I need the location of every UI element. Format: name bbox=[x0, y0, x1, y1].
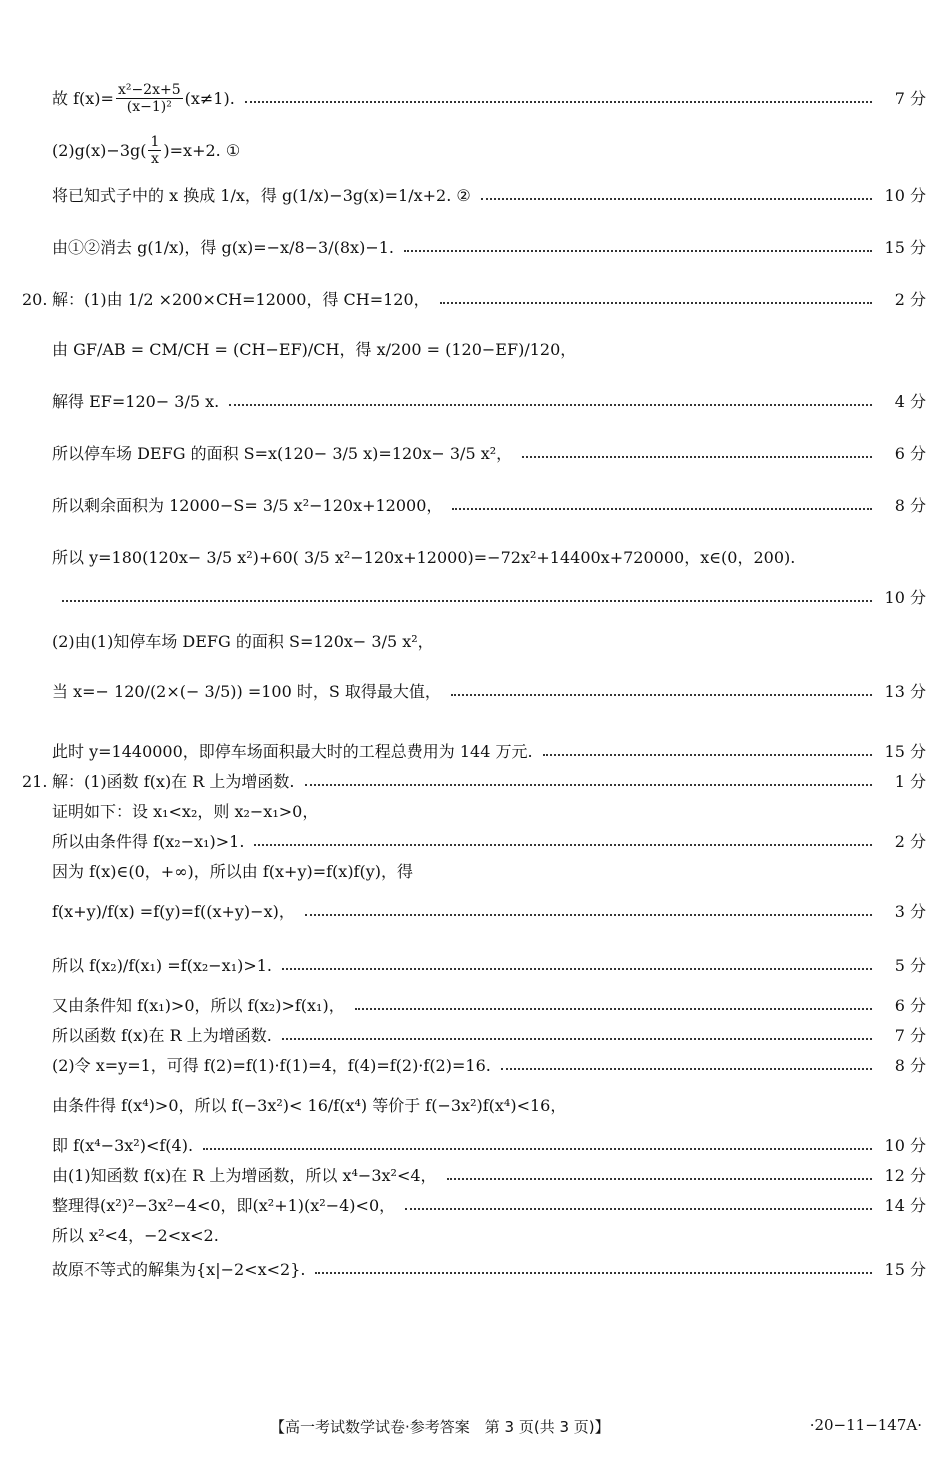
score-label: 3 分 bbox=[894, 902, 926, 921]
dot-leader bbox=[501, 1068, 872, 1070]
line-text: (2)由(1)知停车场 DEFG 的面积 S=120x− 3/5 x²， bbox=[52, 632, 434, 651]
line-text: 因为 f(x)∈(0，+∞)，所以由 f(x+y)=f(x)f(y)，得 bbox=[52, 862, 414, 881]
solution-line bbox=[52, 1096, 926, 1116]
solution-line bbox=[52, 340, 926, 360]
solution-line bbox=[52, 862, 926, 882]
line-text: (2)令 x=y=1，可得 f(2)=f(1)·f(1)=4，f(4)=f(2)·f(2)=16. bbox=[52, 1056, 491, 1075]
dot-leader bbox=[62, 600, 872, 602]
solution-line bbox=[22, 772, 926, 792]
solution-line bbox=[52, 682, 926, 702]
dot-leader bbox=[451, 694, 872, 696]
solution-line bbox=[52, 496, 926, 516]
line-text: 由(1)知函数 f(x)在 R 上为增函数，所以 x⁴−3x²<4， bbox=[52, 1166, 437, 1185]
fraction: $\frac{1}{x}$ bbox=[150, 134, 160, 167]
line-text: 由①②消去 g(1/x)，得 g(x)=−x/8−3/(8x)−1. bbox=[52, 238, 394, 257]
line-text: 所以函数 f(x)在 R 上为增函数. bbox=[52, 1026, 272, 1045]
line-text: 解：(1)函数 f(x)在 R 上为增函数. bbox=[52, 772, 295, 791]
score-label: 10 分 bbox=[884, 588, 926, 607]
score-label: 8 分 bbox=[894, 496, 926, 515]
line-text: 所以 f(x₂)/f(x₁) =f(x₂−x₁)>1. bbox=[52, 956, 273, 975]
line-text: 解得 EF=120− 3/5 x. bbox=[52, 392, 220, 411]
line-text: 又由条件知 f(x₁)>0，所以 f(x₂)>f(x₁)， bbox=[52, 996, 345, 1015]
solution-line bbox=[52, 238, 926, 258]
line-text: 将已知式子中的 x 换成 1/x，得 g(1/x)−3g(x)=1/x+2. ② bbox=[52, 186, 471, 205]
line-text: 所以 x²<4，−2<x<2. bbox=[52, 1226, 219, 1245]
fraction: $\frac{\text{x²−2x+5}}{\text{(x−1)²}}$ bbox=[117, 82, 181, 115]
score-label: 6 分 bbox=[894, 996, 926, 1015]
dot-leader bbox=[355, 1008, 872, 1010]
solution-line bbox=[52, 1260, 926, 1280]
solution-line bbox=[52, 1056, 926, 1076]
page-footer: 【高一考试数学试卷·参考答案 第 3 页(共 3 页)】 bbox=[270, 1418, 610, 1436]
solution-line bbox=[22, 290, 926, 310]
solution-line bbox=[52, 996, 926, 1016]
solution-line bbox=[52, 742, 926, 762]
dot-leader bbox=[440, 302, 872, 304]
solution-line bbox=[52, 902, 926, 922]
dot-leader bbox=[282, 968, 872, 970]
dot-leader bbox=[229, 404, 872, 406]
question-number: 20. bbox=[22, 290, 48, 309]
solution-line bbox=[52, 832, 926, 852]
solution-line bbox=[52, 548, 926, 568]
solution-line bbox=[52, 1136, 926, 1156]
line-text: 所以由条件得 f(x₂−x₁)>1. bbox=[52, 832, 245, 851]
score-label: 7 分 bbox=[894, 1026, 926, 1045]
line-text: 所以停车场 DEFG 的面积 S=x(120− 3/5 x)=120x− 3/5 x²， bbox=[52, 444, 513, 463]
dot-leader bbox=[452, 508, 872, 510]
dot-leader bbox=[254, 844, 872, 846]
line-text: 由条件得 f(x⁴)>0，所以 f(−3x²)< 16/f(x⁴) 等价于 f(−3x²)f(x⁴)<16， bbox=[52, 1096, 567, 1115]
dot-leader bbox=[305, 914, 872, 916]
dot-leader bbox=[543, 754, 872, 756]
line-text: 整理得(x²)²−3x²−4<0，即(x²+1)(x²−4)<0， bbox=[52, 1196, 396, 1215]
dot-leader bbox=[245, 101, 872, 103]
exam-code: ·20−11−147A· bbox=[809, 1416, 922, 1434]
solution-line bbox=[52, 82, 926, 115]
solution-line bbox=[52, 1166, 926, 1186]
line-text: 此时 y=1440000，即停车场面积最大时的工程总费用为 144 万元. bbox=[52, 742, 533, 761]
solution-line bbox=[52, 632, 926, 652]
dot-leader bbox=[481, 198, 872, 200]
score-label: 10 分 bbox=[884, 1136, 926, 1155]
score-label: 14 分 bbox=[884, 1196, 926, 1215]
solution-line bbox=[52, 588, 926, 608]
score-label: 2 分 bbox=[894, 832, 926, 851]
line-text: 解：(1)由 1/2 ×200×CH=12000，得 CH=120， bbox=[52, 290, 430, 309]
score-label: 13 分 bbox=[884, 682, 926, 701]
line-text: 故 f(x)= $\frac{\text{x²−2x+5}}{\text{(x−1)²}}$ (x≠1). bbox=[52, 82, 235, 115]
dot-leader bbox=[447, 1178, 872, 1180]
line-text: f(x+y)/f(x) =f(y)=f((x+y)−x)， bbox=[52, 902, 295, 921]
line-text: 由 GF/AB = CM/CH = (CH−EF)/CH，得 x/200 = (120−EF)/120， bbox=[52, 340, 577, 359]
dot-leader bbox=[522, 456, 872, 458]
line-text: 证明如下：设 x₁<x₂，则 x₂−x₁>0， bbox=[52, 802, 319, 821]
solution-line bbox=[52, 186, 926, 206]
score-label: 7 分 bbox=[894, 88, 926, 108]
score-label: 15 分 bbox=[884, 1260, 926, 1279]
solution-line bbox=[52, 802, 926, 822]
line-text: 故原不等式的解集为{x|−2<x<2}. bbox=[52, 1260, 306, 1279]
score-label: 1 分 bbox=[894, 772, 926, 791]
score-label: 5 分 bbox=[894, 956, 926, 975]
dot-leader bbox=[305, 784, 873, 786]
dot-leader bbox=[404, 250, 872, 252]
solution-line bbox=[52, 1026, 926, 1046]
line-text: 即 f(x⁴−3x²)<f(4). bbox=[52, 1136, 194, 1155]
question-number: 21. bbox=[22, 772, 48, 791]
solution-line bbox=[52, 956, 926, 976]
solution-line bbox=[52, 1196, 926, 1216]
solution-line bbox=[52, 1226, 926, 1246]
line-text: (2)g(x)−3g( $\frac{1}{x}$ )=x+2. ① bbox=[52, 134, 241, 167]
solution-line bbox=[52, 134, 926, 167]
score-label: 15 分 bbox=[884, 742, 926, 761]
dot-leader bbox=[405, 1208, 872, 1210]
score-label: 2 分 bbox=[894, 290, 926, 309]
dot-leader bbox=[203, 1148, 872, 1150]
score-label: 4 分 bbox=[894, 392, 926, 411]
score-label: 8 分 bbox=[894, 1056, 926, 1075]
solution-line bbox=[52, 444, 926, 464]
solution-line bbox=[52, 392, 926, 412]
score-label: 12 分 bbox=[884, 1166, 926, 1185]
line-text: 所以 y=180(120x− 3/5 x²)+60( 3/5 x²−120x+12000)=−72x²+14400x+720000，x∈(0，200). bbox=[52, 548, 796, 567]
dot-leader bbox=[315, 1272, 872, 1274]
score-label: 15 分 bbox=[884, 238, 926, 257]
score-label: 10 分 bbox=[884, 186, 926, 205]
dot-leader bbox=[282, 1038, 872, 1040]
line-text: 当 x=− 120/(2×(− 3/5)) =100 时，S 取得最大值， bbox=[52, 682, 441, 701]
score-label: 6 分 bbox=[894, 444, 926, 463]
line-text: 所以剩余面积为 12000−S= 3/5 x²−120x+12000， bbox=[52, 496, 443, 515]
